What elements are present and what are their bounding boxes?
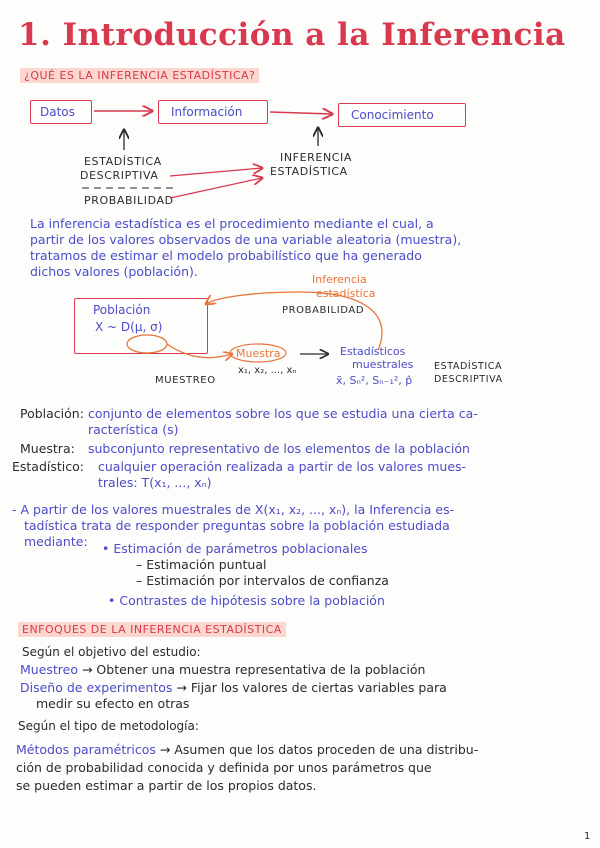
goal-line-2: tadística trata de responder preguntas sobre la población estudiada <box>24 518 450 533</box>
muestra-ellipse <box>230 344 286 362</box>
goal-item-intervalos: – Estimación por intervalos de confianza <box>136 573 389 588</box>
tipo-heading: Según el tipo de metodología: <box>18 719 199 733</box>
objetivo-heading: Según el objetivo del estudio: <box>22 645 201 659</box>
diagram-inferencia-line2: estadística <box>316 287 376 300</box>
def-poblacion-line2: racterística (s) <box>88 422 179 437</box>
def-estadistico-line2: trales: T(x₁, ..., xₙ) <box>98 475 212 490</box>
inferencia-est-line1: INFERENCIA <box>280 151 353 164</box>
section-heading-enfoques: ENFOQUES DE LA INFERENCIA ESTADÍSTICA <box>18 624 286 635</box>
def-estadistico-term: Estadístico: <box>12 459 84 474</box>
muestreo-label: MUESTREO <box>155 375 216 386</box>
est-descriptiva-line2: DESCRIPTIVA <box>80 169 159 182</box>
metodos-term: Métodos paramétricos <box>16 742 156 757</box>
arrow-probabilidad-inferencia <box>170 178 262 198</box>
arrow-informacion-conocimiento <box>270 112 332 114</box>
goal-item-estimacion: • Estimación de parámetros poblacionales <box>102 541 368 556</box>
goal-item-contrastes: • Contrastes de hipótesis sobre la población <box>108 593 385 608</box>
diagram-inferencia-line1: Inferencia <box>312 273 367 286</box>
goal-item-puntual: – Estimación puntual <box>136 557 267 572</box>
box-datos-label: Datos <box>40 105 75 119</box>
page-title: 1. Introducción a la Inferencia <box>18 17 566 53</box>
box-informacion-label: Información <box>171 105 243 119</box>
diseno-cont: medir su efecto en otras <box>36 696 190 711</box>
box-conocimiento-label: Conocimiento <box>351 108 434 122</box>
diagram-est-descriptiva-2: DESCRIPTIVA <box>434 374 503 385</box>
estadisticos-line1: Estadísticos <box>340 345 406 358</box>
definition-line-2: partir de los valores observados de una variable aleatoria (muestra), <box>30 232 462 247</box>
muestra-label: Muestra <box>236 347 281 360</box>
def-poblacion-term: Población: <box>20 406 84 421</box>
def-estadistico-line1: cualquier operación realizada a partir de los valores mues- <box>98 459 467 474</box>
diseno-term: Diseño de experimentos <box>20 680 173 695</box>
probabilidad-label: PROBABILIDAD <box>84 194 174 207</box>
def-muestra-term: Muestra: <box>20 441 75 456</box>
page-number: 1 <box>584 831 591 842</box>
metodos-text: → Asumen que los datos proceden de una distribu- <box>155 742 479 757</box>
sample-values: x₁, x₂, ..., xₙ <box>238 365 297 376</box>
inferencia-est-line2: ESTADÍSTICA <box>270 165 348 178</box>
diagram-probabilidad: PROBABILIDAD <box>282 305 365 316</box>
poblacion-ellipse <box>127 335 167 353</box>
metodos-cont-1: ción de probabilidad conocida y definida por unos parámetros que <box>16 760 432 775</box>
est-descriptiva-line1: ESTADÍSTICA <box>84 155 162 168</box>
arrow-inferencia-curve <box>206 292 382 350</box>
arrow-descriptiva-inferencia <box>170 168 262 176</box>
metodos-cont-2: se pueden estimar a partir de los propios datos. <box>16 778 317 793</box>
definition-line-3: tratamos de estimar el modelo probabilístico que ha generado <box>30 248 422 263</box>
poblacion-label: Población <box>93 303 151 317</box>
estadisticos-values: x̄, Sₙ², Sₙ₋₁², p̂ <box>336 374 413 387</box>
arrow-muestreo <box>167 344 232 358</box>
diagram-est-descriptiva-1: ESTADÍSTICA <box>434 361 503 372</box>
def-muestra-line1: subconjunto representativo de los elementos de la población <box>88 441 470 456</box>
def-poblacion-line1: conjunto de elementos sobre los que se estudia una cierta ca- <box>88 406 478 421</box>
goal-line-1: - A partir de los valores muestrales de X(x₁, x₂, ..., xₙ), la Inferencia es- <box>12 502 455 517</box>
estadisticos-line2: muestrales <box>352 358 414 371</box>
poblacion-model: X ~ D(μ, σ) <box>95 320 163 334</box>
section-heading-que-es: ¿QUÉ ES LA INFERENCIA ESTADÍSTICA? <box>20 70 259 81</box>
diseno-text: → Fijar los valores de ciertas variables para <box>172 680 447 695</box>
definition-line-4: dichos valores (población). <box>30 264 198 279</box>
muestreo-text: → Obtener una muestra representativa de la población <box>78 662 426 677</box>
muestreo-term: Muestreo <box>20 662 79 677</box>
definition-line-1: La inferencia estadística es el procedimiento mediante el cual, a <box>30 216 434 231</box>
goal-line-3: mediante: <box>24 534 88 549</box>
